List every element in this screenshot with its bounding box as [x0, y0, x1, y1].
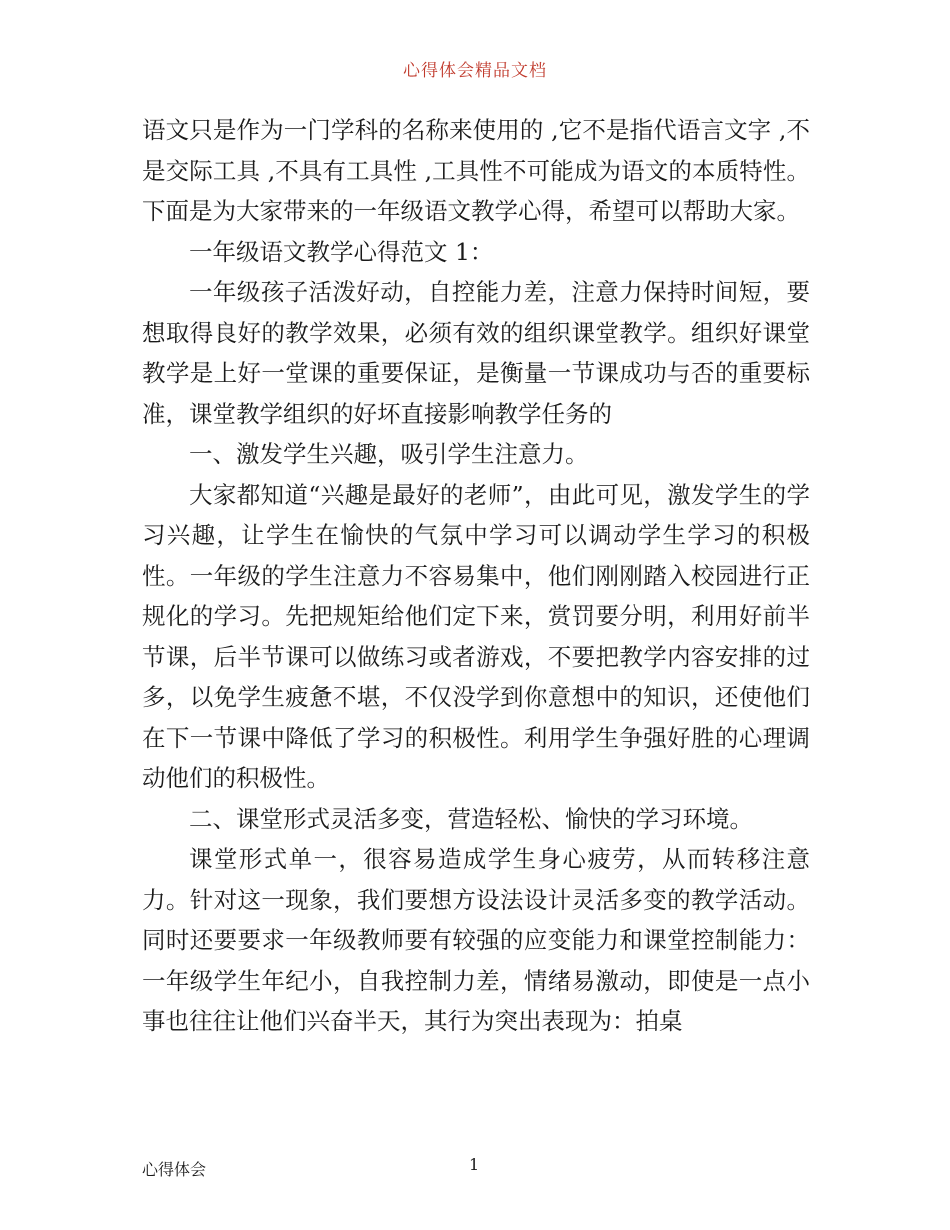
section-heading-1: 一、激发学生兴趣，吸引学生注意力。 — [189, 440, 589, 468]
page-header-title: 心得体会精品文档 — [403, 61, 547, 81]
paragraph-sample-heading: 一年级语文教学心得范文 1： — [189, 237, 494, 266]
page-number: 1 — [469, 1155, 480, 1174]
paragraph-interest: 大家都知道“兴趣是最好的老师”，由此可见，激发学生的学习兴趣，让学生在愉快的气氛中学习可以调动学生学习的积极性。一年级的学生注意力不容易集中，他们刚刚踏入校园进行正规化的学习。先把规矩给他们定下来，赏罚要分明，利用好前半节课，后半节课可以做练习或者游戏，不要把教学内容安排的过多，以免学生疲惫不堪，不仅没学到你意想中的知识，还使他们在下一节课中降低了学习的积极性。利用学生争强好胜的心理调动他们的积极性。 — [142, 480, 810, 792]
paragraph-intro: 语文只是作为一门学科的名称来使用的 ,它不是指代语言文字 ,不是交际工具 ,不具有工具性 ,工具性不可能成为语文的本质特性。下面是为大家带来的一年级语文教学心得，希望可以帮助大家。 — [142, 116, 810, 225]
section-heading-2: 二、课堂形式灵活多变，营造轻松、愉快的学习环境。 — [189, 804, 753, 833]
document-body — [142, 110, 810, 1042]
paragraph-classroom-forms: 课堂形式单一，很容易造成学生身心疲劳，从而转移注意力。针对这一现象，我们要想方设法设计灵活多变的教学活动。同时还要要求一年级教师要有较强的应变能力和课堂控制能力：一年级学生年纪小，自我控制力差，情绪易激动，即使是一点小事也往往让他们兴奋半天，其行为突出表现为：拍桌 — [142, 845, 810, 1035]
footer-label: 心得体会 — [142, 1160, 207, 1179]
paragraph-classroom-organization: 一年级孩子活泼好动，自控能力差，注意力保持时间短，要想取得良好的教学效果，必须有效的组织课堂教学。组织好课堂教学是上好一堂课的重要保证，是衡量一节课成功与否的重要标准，课堂教学组织的好坏直接影响教学任务的 — [142, 278, 810, 428]
